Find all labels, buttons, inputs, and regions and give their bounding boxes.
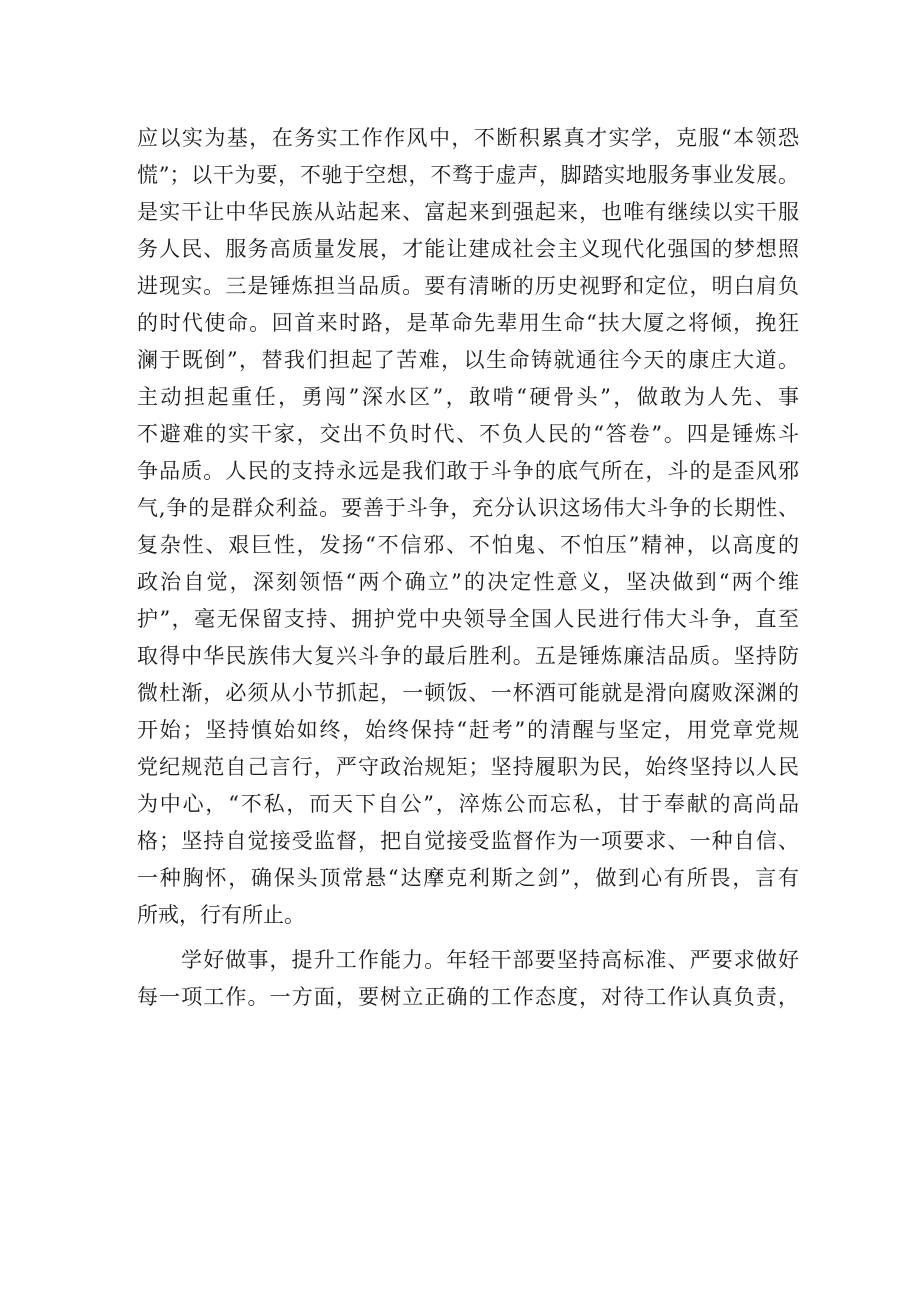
text-line: 主动担起重任，勇闯”深水区”，敢啃“硬骨头”，做敢为人先、事 [137, 385, 799, 409]
text-line: 学好做事，提升工作能力。年轻干部要坚持高标准、严要求做好 [181, 948, 799, 972]
text-line: 进现实。三是锤炼担当品质。要有清晰的历史视野和定位，明白肩负 [137, 274, 799, 298]
text-line: 慌”；以干为要，不驰于空想，不骛于虚声，脚踏实地服务事业发展。 [137, 163, 799, 187]
text-line: 争品质。人民的支持永远是我们敢于斗争的底气所在，斗的是歪风邪 [137, 459, 799, 483]
text-line: 取得中华民族伟大复兴斗争的最后胜利。五是锤炼廉洁品质。坚持防 [137, 644, 799, 668]
text-line: 微杜渐，必须从小节抓起，一顿饭、一杯酒可能就是滑向腐败深渊的 [137, 681, 799, 705]
text-line: 格；坚持自觉接受监督，把自觉接受监督作为一项要求、一种自信、 [137, 829, 799, 853]
text-line: 政治自觉，深刻领悟“两个确立”的决定性意义，坚决做到“两个维 [137, 570, 799, 594]
paragraph-2 [137, 942, 799, 1016]
text-line: 护”，毫无保留支持、拥护党中央领导全国人民进行伟大斗争，直至 [137, 607, 799, 631]
text-line: 气,争的是群众利益。要善于斗争，充分认识这场伟大斗争的长期性、 [137, 496, 799, 520]
text-line: 是实干让中华民族从站起来、富起来到强起来，也唯有继续以实干服 [137, 200, 799, 224]
text-line: 所戒，行有所止。 [137, 903, 305, 927]
text-line: 应以实为基，在务实工作作风中，不断积累真才实学，克服“本领恐 [137, 126, 799, 150]
text-line: 一种胸怀，确保头顶常悬“达摩克利斯之剑”，做到心有所畏，言有 [137, 866, 799, 890]
text-line: 不避难的实干家，交出不负时代、不负人民的“答卷”。四是锤炼斗 [137, 422, 799, 446]
text-line: 为中心，“不私，而天下自公”，淬炼公而忘私，甘于奉献的高尚品 [137, 792, 799, 816]
paragraph-1 [137, 120, 799, 934]
text-line: 务人民、服务高质量发展，才能让建成社会主义现代化强国的梦想照 [137, 237, 799, 261]
text-line: 澜于既倒”，替我们担起了苦难，以生命铸就通往今天的康庄大道。 [137, 348, 799, 372]
document-body [137, 120, 799, 1016]
text-line: 的时代使命。回首来时路，是革命先辈用生命“扶大厦之将倾，挽狂 [137, 311, 799, 335]
text-line: 每一项工作。一方面，要树立正确的工作态度，对待工作认真负责， [137, 985, 799, 1009]
text-line: 党纪规范自己言行，严守政治规矩；坚持履职为民，始终坚持以人民 [137, 755, 799, 779]
text-line: 复杂性、艰巨性，发扬“不信邪、不怕鬼、不怕压”精神，以高度的 [137, 533, 799, 557]
text-line: 开始；坚持慎始如终，始终保持“赶考”的清醒与坚定，用党章党规 [137, 718, 799, 742]
paragraph-gap [137, 934, 799, 942]
